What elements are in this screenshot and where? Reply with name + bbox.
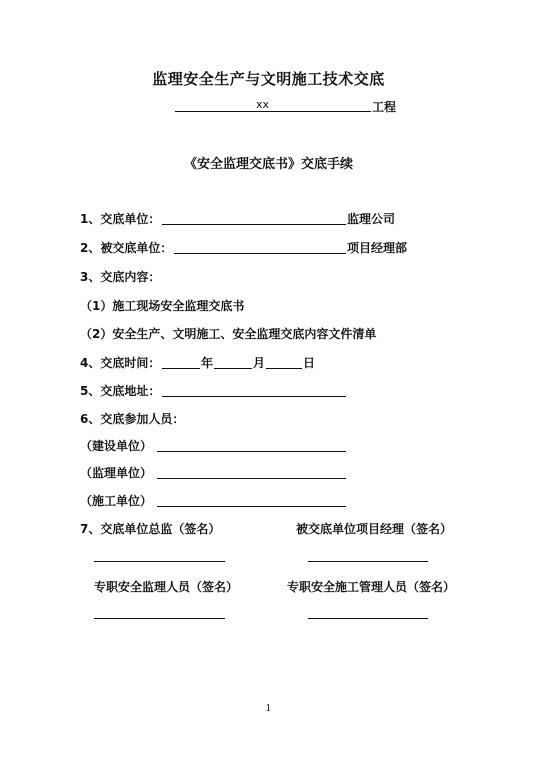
document-title: 监理安全生产与文明施工技术交底	[152, 70, 385, 88]
year-label: 年	[201, 356, 214, 370]
address-blank[interactable]	[162, 396, 346, 397]
party-supervision-label: （监理单位）	[80, 466, 153, 480]
safety-supervisor-signature-label: 专职安全监理人员（签名）	[94, 580, 239, 594]
item3-label: 3、交底内容：	[80, 270, 161, 284]
item2-label: 2、被交底单位：	[80, 241, 173, 255]
item1-blank[interactable]	[162, 224, 346, 225]
item1-label: 1、交底单位：	[80, 212, 161, 226]
procedure-subtitle: 《安全监理交底书》交底手续	[183, 157, 353, 172]
day-label: 日	[303, 356, 316, 370]
page-number: 1	[265, 704, 272, 714]
item5-label: 5、交底地址：	[80, 384, 161, 398]
safety-manager-signature-label: 专职安全施工管理人员（签名）	[287, 580, 456, 594]
party-supervision-blank[interactable]	[157, 478, 346, 479]
chief-supervisor-signature-line[interactable]	[94, 561, 225, 562]
project-manager-signature-label: 被交底单位项目经理（签名）	[296, 522, 453, 536]
item1-suffix: 监理公司	[347, 212, 396, 226]
chief-supervisor-signature-label: 7、交底单位总监（签名）	[80, 522, 221, 536]
item2-suffix: 项目经理部	[347, 241, 408, 255]
month-blank[interactable]	[214, 368, 252, 369]
safety-supervisor-signature-line[interactable]	[94, 618, 225, 619]
item4-label: 4、交底时间：	[80, 356, 161, 370]
project-name: xx	[256, 98, 270, 111]
project-suffix: 工程	[372, 100, 397, 114]
item6-label: 6、交底参加人员：	[80, 412, 185, 426]
party-construction-blank[interactable]	[157, 451, 346, 452]
project-name-underline	[175, 111, 371, 112]
content-item-2: （2）安全生产、文明施工、安全监理交底内容文件清单	[80, 327, 377, 341]
year-blank[interactable]	[162, 368, 200, 369]
party-contractor-label: （施工单位）	[80, 494, 153, 508]
safety-manager-signature-line[interactable]	[308, 618, 428, 619]
day-blank[interactable]	[266, 368, 302, 369]
party-contractor-blank[interactable]	[157, 506, 346, 507]
party-construction-label: （建设单位）	[80, 439, 153, 453]
month-label: 月	[253, 356, 266, 370]
project-manager-signature-line[interactable]	[308, 561, 428, 562]
content-item-1: （1）施工现场安全监理交底书	[80, 299, 245, 313]
item2-blank[interactable]	[174, 253, 346, 254]
